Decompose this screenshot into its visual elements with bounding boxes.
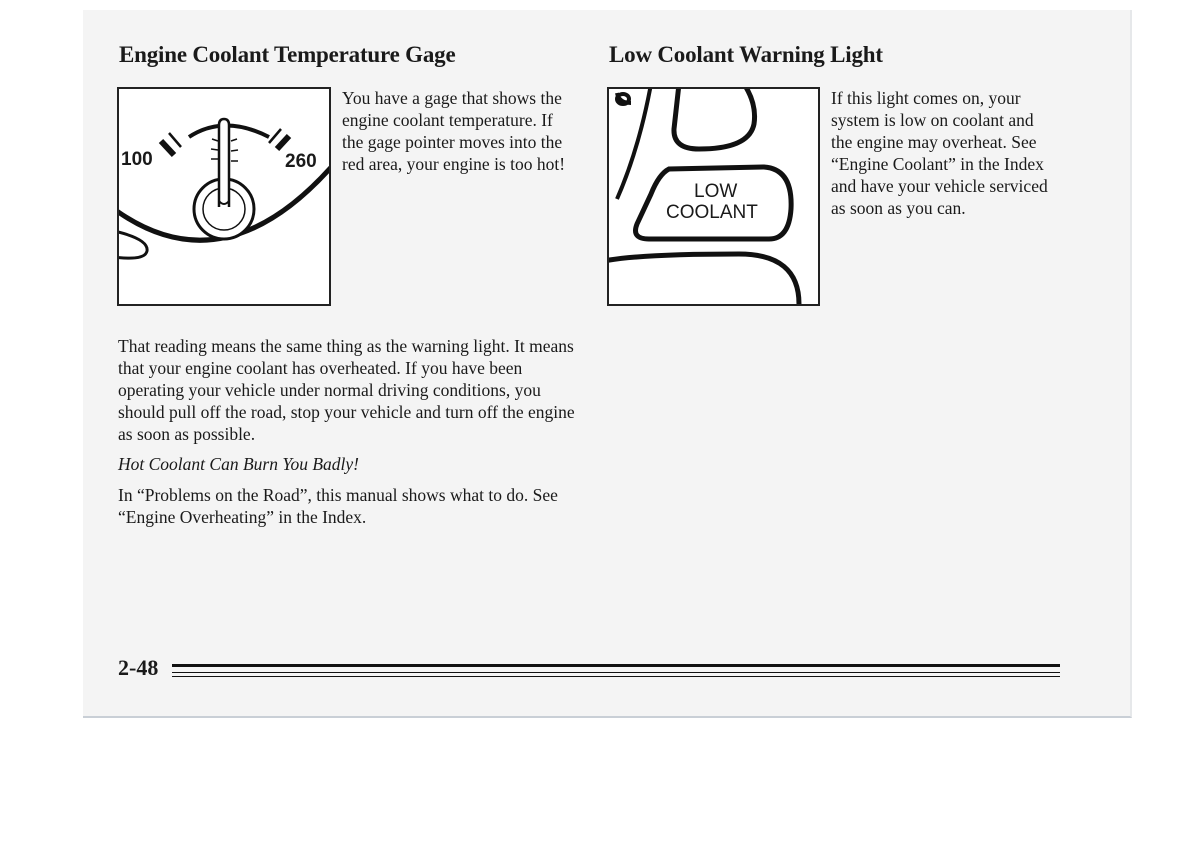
light-label-line2: COOLANT [666,202,758,223]
footer-rule-thin [172,672,1060,673]
section-heading-coolant-gage: Engine Coolant Temperature Gage [119,42,456,67]
low-coolant-light-illustration [607,87,820,306]
temperature-gage-icon [119,89,329,304]
coolant-gage-illustration [117,87,331,306]
overheat-paragraph: That reading means the same thing as the warning light. It means that your engine coolant has overheated. If you have been operating your vehicle under normal driving conditions, you should pull off the road, stop your vehicle and turn off the engine as soon as possible. [118,336,575,444]
footer-rule-thick [172,664,1060,667]
page-number: 2-48 [118,655,159,680]
section-heading-low-coolant: Low Coolant Warning Light [609,42,883,67]
footer-rule-thin-2 [172,676,1060,677]
gage-low-label: 100 [121,149,153,170]
low-coolant-description: If this light comes on, your system is low on coolant and the engine may overheat. See “Engine Coolant” in the Index and have your vehicle serviced as soon as you can. [831,88,1048,218]
hot-coolant-warning-subheading: Hot Coolant Can Burn You Badly! [118,454,359,474]
gage-high-label: 260 [285,151,317,172]
problems-on-road-paragraph: In “Problems on the Road”, this manual shows what to do. See “Engine Overheating” in the Index. [118,485,558,527]
coolant-gage-description: You have a gage that shows the engine coolant temperature. If the gage pointer moves into the red area, your engine is too hot! [342,88,566,174]
light-label-line1: LOW [694,181,738,202]
